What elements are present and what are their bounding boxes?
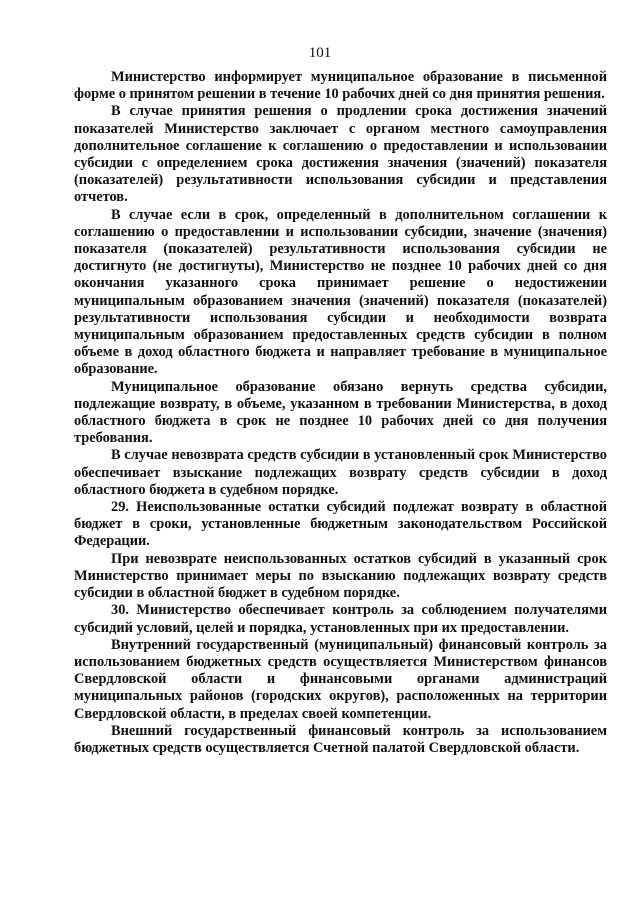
paragraph-2: В случае принятия решения о продлении срока достижения значений показателей Министерство заключает с органом местного самоуправления дополнительное соглашение к соглашению о предоставлении и использовании субсидии с определением срока достижения значения (значений) показателя (показателей) результативности использования субсидии и представления отчетов. — [74, 103, 607, 206]
paragraph-5: В случае невозврата средств субсидии в установленный срок Министерство обеспечивает взыскание подлежащих возврату средств субсидии в доход областного бюджета в судебном порядке. — [74, 447, 607, 498]
paragraph-4: Муниципальное образование обязано вернуть средства субсидии, подлежащие возврату, в объеме, указанном в требовании Министерства, в доход областного бюджета в срок не позднее 10 рабочих дней со дня получения требования. — [74, 378, 607, 447]
paragraph-7: При невозврате неиспользованных остатков субсидий в указанный срок Министерство принимает меры по взысканию подлежащих возврату средств субсидии в областной бюджет в судебном порядке. — [74, 550, 607, 602]
paragraph-10: Внешний государственный финансовый контроль за использованием бюджетных средств осуществляется Счетной палатой Свердловской области. — [74, 722, 607, 756]
paragraph-8: 30. Министерство обеспечивает контроль за соблюдением получателями субсидий условий, целей и порядка, установленных при их предоставлении. — [74, 602, 607, 636]
paragraph-1: Министерство информирует муниципальное образование в письменной форме о принятом решении в течение 10 рабочих дней со дня принятия решения. — [74, 69, 607, 103]
paragraph-3: В случае если в срок, определенный в дополнительном соглашении к соглашению о предоставлении и использовании субсидии, значение (значения) показателя (показателей) результативности использования субсидии не достигнуто (не достигнуты), Министерство не позднее 10 рабочих дней со дня окончания указанного срока принимает решение о недостижении муниципальным образованием значения (значений) показателя (показателей) результативности использования субсидии и необходимости возврата муниципальным образованием предоставленных средств субсидии в полном объеме в доход областного бюджета и направляет требование в муниципальное образование. — [74, 206, 607, 378]
paragraph-6: 29. Неиспользованные остатки субсидий подлежат возврату в областной бюджет в сроки, установленные бюджетным законодательством Российской Федерации. — [74, 499, 607, 550]
page-number: 101 — [308, 45, 332, 61]
paragraph-9: Внутренний государственный (муниципальный) финансовый контроль за использованием бюджетных средств осуществляется Министерством финансов Свердловской области и финансовыми органами администраций муниципальных районов (городских округов), расположенных на территории Свердловской области, в пределах своей компетенции. — [74, 636, 607, 722]
document-body — [74, 69, 607, 757]
